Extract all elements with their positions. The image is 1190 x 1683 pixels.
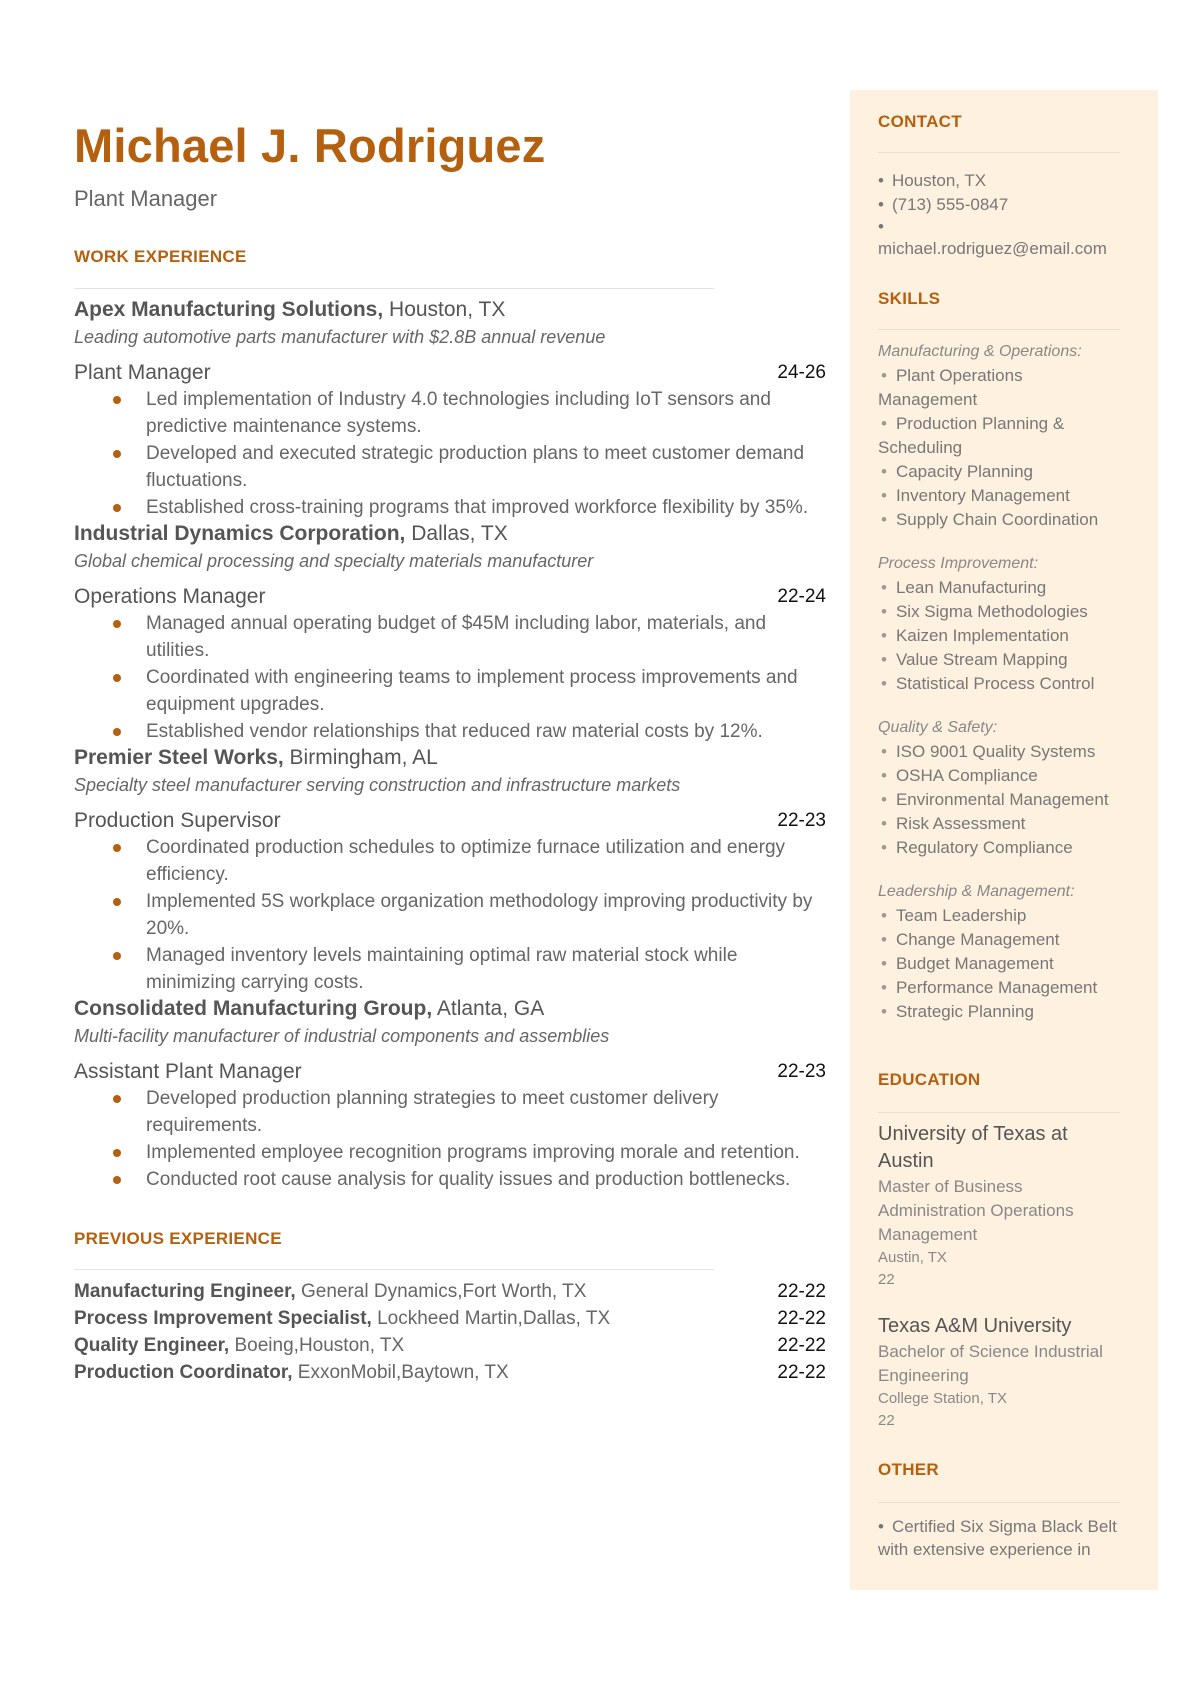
company-name: Apex Manufacturing Solutions, (74, 298, 384, 321)
achievement-item: Managed annual operating budget of $45M including labor, materials, and utilities. (74, 610, 826, 664)
sidebar (850, 90, 1158, 1590)
contact-email-bullet: • (878, 217, 884, 236)
skill-category: Leadership & Management: (878, 883, 1075, 900)
previous-role-dates: 22-22 (777, 1362, 826, 1383)
skill-group (878, 552, 1123, 696)
company-location: Birmingham, AL (283, 746, 438, 769)
bullet-dot-icon (113, 1095, 121, 1103)
skill-item: • Six Sigma Methodologies (881, 602, 1088, 621)
contact-phone: • (713) 555-0847 (878, 195, 1009, 214)
skill-category: Quality & Safety: (878, 719, 998, 736)
previous-role-row (74, 1305, 826, 1332)
job-entry (74, 745, 826, 996)
contact-heading: CONTACT (878, 112, 962, 131)
previous-role-org: Boeing,Houston, TX (229, 1335, 405, 1356)
achievement-item: Coordinated production schedules to optimize furnace utilization and energy efficiency. (74, 834, 826, 888)
bullet-dot-icon (113, 952, 121, 960)
role-title: Assistant Plant Manager (74, 1060, 302, 1083)
skill-item: • Change Management (881, 930, 1060, 949)
skills-list (878, 340, 1123, 1024)
skill-item: • Team Leadership (881, 906, 1027, 925)
work-experience-list (74, 297, 826, 1193)
section-divider (878, 1502, 1120, 1503)
role-dates: 22-23 (777, 1061, 826, 1082)
previous-experience-heading: PREVIOUS EXPERIENCE (74, 1229, 282, 1248)
achievement-item: Managed inventory levels maintaining optimal raw material stock while minimizing carrying costs. (74, 942, 826, 996)
bullet-dot-icon (113, 674, 121, 682)
previous-role-org: General Dynamics,Fort Worth, TX (295, 1281, 587, 1302)
job-entry (74, 996, 826, 1193)
previous-role-dates: 22-22 (777, 1308, 826, 1329)
company-name: Premier Steel Works, (74, 746, 284, 769)
candidate-name: Michael J. Rodriguez (74, 119, 546, 172)
bullet-dot-icon (113, 396, 121, 404)
candidate-title: Plant Manager (74, 186, 218, 211)
achievement-item: Developed production planning strategies to meet customer delivery requirements. (74, 1085, 826, 1139)
bullet-dot-icon (113, 898, 121, 906)
bullet-dot-icon (113, 450, 121, 458)
bullet-dot-icon (113, 620, 121, 628)
bullet-dot-icon (113, 1149, 121, 1157)
skill-item: • Budget Management (881, 954, 1054, 973)
bullet-dot-icon (113, 844, 121, 852)
company-description: Specialty steel manufacturer serving construction and infrastructure markets (74, 775, 681, 795)
bullet-dot-icon (113, 504, 121, 512)
company-line (74, 521, 826, 547)
school-location: College Station, TX (878, 1390, 1007, 1407)
previous-role-dates: 22-22 (777, 1335, 826, 1356)
previous-role-org: ExxonMobil,Baytown, TX (292, 1362, 509, 1383)
skill-item: • Production Planning & Scheduling (878, 414, 1065, 457)
achievement-list (74, 834, 826, 996)
previous-role-title: Process Improvement Specialist, (74, 1308, 372, 1329)
company-name: Industrial Dynamics Corporation, (74, 522, 406, 545)
education-entry (878, 1313, 1123, 1432)
role-dates: 22-23 (777, 810, 826, 831)
achievement-list (74, 1085, 826, 1193)
company-location: Atlanta, GA (432, 997, 545, 1020)
section-divider (74, 1269, 714, 1270)
skill-group (878, 880, 1123, 1024)
previous-role-row (74, 1332, 826, 1359)
skills-heading: SKILLS (878, 289, 941, 308)
role-dates: 24-26 (777, 362, 826, 383)
skill-item: • Performance Management (881, 978, 1098, 997)
company-description: Multi-facility manufacturer of industrial components and assemblies (74, 1026, 610, 1046)
achievement-item: Implemented employee recognition programs improving morale and retention. (74, 1139, 826, 1166)
previous-experience-list (74, 1278, 826, 1386)
skill-item: • Kaizen Implementation (881, 626, 1069, 645)
achievement-item: Led implementation of Industry 4.0 technologies including IoT sensors and predictive maintenance systems. (74, 386, 826, 440)
achievement-item: Conducted root cause analysis for quality issues and production bottlenecks. (74, 1166, 826, 1193)
achievement-item: Established cross-training programs that improved workforce flexibility by 35%. (74, 494, 826, 521)
achievement-item: Developed and executed strategic production plans to meet customer demand fluctuations. (74, 440, 826, 494)
section-divider (878, 329, 1120, 330)
achievement-item: Coordinated with engineering teams to implement process improvements and equipment upgrades. (74, 664, 826, 718)
education-heading: EDUCATION (878, 1070, 981, 1089)
previous-role-title: Production Coordinator, (74, 1362, 293, 1383)
achievement-list (74, 386, 826, 521)
bullet-dot-icon (113, 728, 121, 736)
role-dates: 22-24 (777, 586, 826, 607)
degree: Master of Business Administration Operations Management (878, 1177, 1074, 1244)
skill-item: • Regulatory Compliance (881, 838, 1073, 857)
role-title: Operations Manager (74, 585, 266, 608)
role-row (74, 584, 826, 610)
company-description: Global chemical processing and specialty materials manufacturer (74, 551, 594, 571)
role-title: Production Supervisor (74, 809, 281, 832)
role-row (74, 360, 826, 386)
company-name: Consolidated Manufacturing Group, (74, 997, 433, 1020)
skill-item: • Value Stream Mapping (881, 650, 1068, 669)
skill-item: • Environmental Management (881, 790, 1109, 809)
degree: Bachelor of Science Industrial Engineering (878, 1342, 1103, 1385)
contact-location: • Houston, TX (878, 171, 987, 190)
job-entry (74, 521, 826, 745)
skill-item: • Capacity Planning (881, 462, 1033, 481)
skill-item: • Plant Operations Management (878, 366, 1023, 409)
company-line (74, 996, 826, 1022)
section-divider (878, 1112, 1120, 1113)
skill-item: • Strategic Planning (881, 1002, 1034, 1021)
skill-category: Manufacturing & Operations: (878, 343, 1082, 360)
company-description: Leading automotive parts manufacturer with $2.8B annual revenue (74, 327, 606, 347)
main-column (74, 118, 826, 1386)
achievement-list (74, 610, 826, 745)
role-row (74, 1059, 826, 1085)
school-name: Texas A&M University (878, 1315, 1072, 1337)
contact-email[interactable]: michael.rodriguez@email.com (878, 239, 1107, 258)
other-heading: OTHER (878, 1460, 939, 1479)
skill-group (878, 716, 1123, 860)
other-text: • Certified Six Sigma Black Belt with extensive experience in (878, 1517, 1117, 1559)
work-experience-heading: WORK EXPERIENCE (74, 247, 247, 266)
section-divider (74, 288, 714, 289)
skill-item: • Statistical Process Control (881, 674, 1095, 693)
graduation-year: 22 (878, 1412, 895, 1429)
previous-role-org: Lockheed Martin,Dallas, TX (371, 1308, 611, 1329)
skill-item: • Inventory Management (881, 486, 1070, 505)
bullet-dot-icon (113, 1176, 121, 1184)
skill-group (878, 340, 1123, 532)
skill-item: • Supply Chain Coordination (881, 510, 1099, 529)
contact-section (878, 112, 1123, 1561)
company-location: Dallas, TX (405, 522, 508, 545)
achievement-item: Implemented 5S workplace organization methodology improving productivity by 20%. (74, 888, 826, 942)
job-entry (74, 297, 826, 521)
school-name: University of Texas at Austin (878, 1123, 1068, 1172)
company-line (74, 297, 826, 323)
section-divider (878, 152, 1120, 153)
skill-item: • Lean Manufacturing (881, 578, 1047, 597)
previous-role-row (74, 1359, 826, 1386)
skill-category: Process Improvement: (878, 555, 1039, 572)
graduation-year: 22 (878, 1271, 895, 1288)
previous-role-title: Manufacturing Engineer, (74, 1281, 296, 1302)
education-list (878, 1121, 1123, 1432)
role-row (74, 808, 826, 834)
skill-item: • ISO 9001 Quality Systems (881, 742, 1096, 761)
company-location: Houston, TX (383, 298, 506, 321)
role-title: Plant Manager (74, 361, 211, 384)
previous-role-title: Quality Engineer, (74, 1335, 230, 1356)
education-entry (878, 1121, 1123, 1291)
skill-item: • Risk Assessment (881, 814, 1026, 833)
skill-item: • OSHA Compliance (881, 766, 1038, 785)
company-line (74, 745, 826, 771)
previous-role-row (74, 1278, 826, 1305)
previous-role-dates: 22-22 (777, 1281, 826, 1302)
achievement-item: Established vendor relationships that reduced raw material costs by 12%. (74, 718, 826, 745)
school-location: Austin, TX (878, 1249, 947, 1266)
